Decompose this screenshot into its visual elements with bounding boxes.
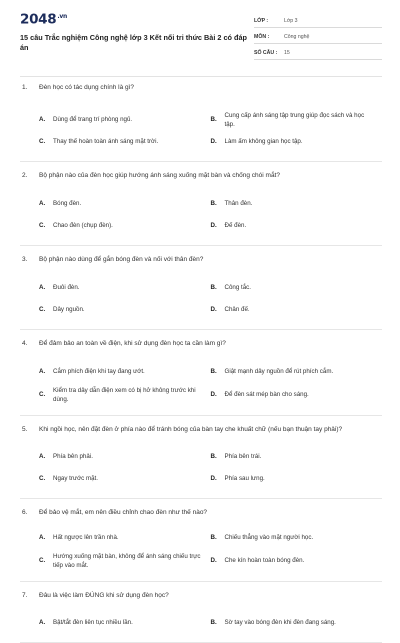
answer-option[interactable]	[39, 612, 211, 634]
option-letter: A.	[39, 453, 46, 461]
question-stem	[20, 508, 382, 517]
options-grid	[20, 527, 382, 573]
answer-option[interactable]	[39, 446, 211, 468]
option-text: Thân đèn.	[224, 200, 253, 208]
option-text: Hướng xuống mặt bàn, không để ánh sáng chiếu trực tiếp vào mắt.	[53, 552, 201, 569]
option-text: Phía bên trái.	[224, 453, 262, 461]
question-number: 3.	[22, 256, 28, 263]
question-number: 7.	[22, 592, 28, 599]
option-letter: B.	[210, 116, 217, 124]
answer-option[interactable]	[211, 299, 383, 321]
meta-label: LỚP :	[254, 17, 269, 24]
question-stem	[20, 171, 382, 180]
answer-option[interactable]	[211, 612, 383, 634]
question-text: Để bảo vệ mắt, em nên điều chỉnh chao đèn như thế nào?	[39, 509, 208, 516]
option-text: Hất ngược lên trần nhà.	[53, 534, 119, 542]
question-text: Để đảm bảo an toàn về điện, khi sử dụng đèn học ta cần làm gì?	[39, 340, 226, 347]
answer-option[interactable]	[39, 109, 211, 131]
question-6	[20, 499, 382, 582]
option-letter: D.	[210, 306, 217, 314]
option-text: Sờ tay vào bóng đèn khi đèn đang sáng.	[224, 619, 336, 627]
option-text: Bật/tắt đèn liên tục nhiều lần.	[53, 619, 133, 627]
option-text: Thay thế hoàn toàn ánh sáng mặt trời.	[53, 138, 159, 146]
answer-option[interactable]	[39, 468, 211, 490]
question-stem	[20, 83, 382, 92]
option-text: Công tắc.	[224, 284, 251, 292]
option-text: Cắm phích điện khi tay đang ướt.	[53, 368, 145, 376]
brand-name: 2048	[20, 11, 57, 28]
question-7	[20, 582, 382, 643]
question-2	[20, 162, 382, 246]
question-number: 5.	[22, 426, 28, 433]
question-number: 4.	[22, 340, 28, 347]
header	[20, 0, 382, 76]
options-grid	[20, 277, 382, 321]
option-letter: D.	[210, 391, 217, 399]
answer-option[interactable]	[39, 527, 211, 549]
option-text: Phía sau lưng.	[224, 475, 265, 483]
answer-option[interactable]	[211, 131, 383, 153]
page-title: 15 câu Trắc nghiệm Công nghệ lớp 3 Kết nối tri thức Bài 2 có đáp án	[20, 32, 247, 52]
options-grid	[20, 109, 382, 153]
option-letter: B.	[210, 368, 217, 376]
option-text: Che kín hoàn toàn bóng đèn.	[224, 557, 305, 565]
question-stem	[20, 425, 382, 434]
option-letter: A.	[39, 619, 46, 627]
answer-option[interactable]	[211, 193, 383, 215]
question-1	[20, 77, 382, 162]
option-text: Dây nguồn.	[53, 306, 85, 314]
answer-option[interactable]	[39, 549, 211, 573]
option-text: Để đèn sát mép bàn cho sáng.	[224, 391, 309, 399]
option-text: Cung cấp ánh sáng tập trung giúp đọc sách và học tập.	[224, 111, 365, 128]
option-letter: A.	[39, 200, 46, 208]
question-5	[20, 416, 382, 499]
option-letter: A.	[39, 116, 46, 124]
question-number: 1.	[22, 84, 28, 91]
option-letter: D.	[210, 475, 217, 483]
options-grid	[20, 193, 382, 237]
question-stem	[20, 591, 382, 600]
answer-option[interactable]	[211, 215, 383, 237]
question-number: 2.	[22, 172, 28, 179]
options-grid	[20, 612, 382, 634]
question-text: Đâu là việc làm ĐÚNG khi sử dụng đèn học?	[39, 592, 169, 599]
option-letter: B.	[210, 284, 217, 292]
option-text: Đế đèn.	[224, 222, 247, 230]
question-stem	[20, 339, 382, 348]
question-stem	[20, 255, 382, 264]
question-text: Khi ngồi học, nên đặt đèn ở phía nào để tránh bóng của bàn tay che khuất chữ (nếu bạn thuận tay phải)?	[39, 426, 343, 433]
answer-option[interactable]	[39, 361, 211, 383]
answer-option[interactable]	[211, 468, 383, 490]
option-letter: B.	[210, 534, 217, 542]
meta-row-count	[254, 46, 382, 60]
option-letter: C.	[39, 138, 46, 146]
answer-option[interactable]	[211, 527, 383, 549]
option-text: Chân đế.	[224, 306, 250, 314]
answer-option[interactable]	[39, 299, 211, 321]
question-number: 6.	[22, 509, 28, 516]
option-text: Kiểm tra dây dẫn điện xem có bị hở không trước khi dùng.	[53, 386, 196, 403]
answer-option[interactable]	[39, 277, 211, 299]
question-4	[20, 330, 382, 416]
option-letter: C.	[39, 391, 46, 399]
meta-row-subject	[254, 30, 382, 44]
question-3	[20, 246, 382, 330]
question-text: Đèn học có tác dụng chính là gì?	[39, 84, 135, 91]
option-text: Bóng đèn.	[53, 200, 82, 208]
option-letter: B.	[210, 619, 217, 627]
meta-label: MÔN :	[254, 33, 270, 40]
answer-option[interactable]	[39, 215, 211, 237]
meta-info	[254, 14, 382, 76]
answer-option[interactable]	[39, 131, 211, 153]
option-letter: A.	[39, 534, 46, 542]
option-text: Phía bên phải.	[53, 453, 93, 461]
option-text: Chao đèn (chụp đèn).	[53, 222, 113, 230]
answer-option[interactable]	[211, 549, 383, 573]
brand-logo[interactable]	[20, 9, 252, 28]
answer-option[interactable]	[39, 383, 211, 407]
meta-value: 15	[284, 49, 290, 56]
option-letter: B.	[210, 200, 217, 208]
option-letter: C.	[39, 475, 46, 483]
answer-option[interactable]	[211, 277, 383, 299]
option-letter: D.	[210, 138, 217, 146]
option-letter: B.	[210, 453, 217, 461]
option-letter: D.	[210, 222, 217, 230]
meta-value: Công nghệ	[284, 33, 310, 40]
answer-option[interactable]	[39, 193, 211, 215]
answer-option[interactable]	[211, 383, 383, 407]
option-letter: C.	[39, 557, 46, 565]
option-text: Làm ấm không gian học tập.	[224, 138, 303, 146]
options-grid	[20, 361, 382, 407]
option-letter: C.	[39, 222, 46, 230]
option-text: Ngay trước mặt.	[53, 475, 98, 483]
option-text: Đuôi đèn.	[53, 284, 80, 292]
question-text: Bộ phận nào dùng để gắn bóng đèn và nối với thân đèn?	[39, 256, 204, 263]
option-text: Chiếu thẳng vào mặt người học.	[224, 534, 314, 542]
option-letter: C.	[39, 306, 46, 314]
option-text: Giật mạnh dây nguồn để rút phích cắm.	[224, 368, 334, 376]
option-text: Dùng để trang trí phòng ngủ.	[53, 116, 133, 124]
option-letter: D.	[210, 557, 217, 565]
options-grid	[20, 446, 382, 490]
option-letter: A.	[39, 284, 46, 292]
question-text: Bộ phận nào của đèn học giúp hướng ánh sáng xuống mặt bàn và chống chói mắt?	[39, 172, 280, 179]
header-left	[20, 9, 252, 76]
question-list	[20, 77, 382, 643]
option-letter: A.	[39, 368, 46, 376]
answer-option[interactable]	[211, 446, 383, 468]
answer-option[interactable]	[211, 109, 383, 131]
meta-value: Lớp 3	[284, 17, 298, 24]
answer-option[interactable]	[211, 361, 383, 383]
brand-suffix: .vn	[57, 13, 67, 20]
meta-row-class	[254, 14, 382, 28]
meta-label: SỐ CÂU :	[254, 49, 278, 56]
